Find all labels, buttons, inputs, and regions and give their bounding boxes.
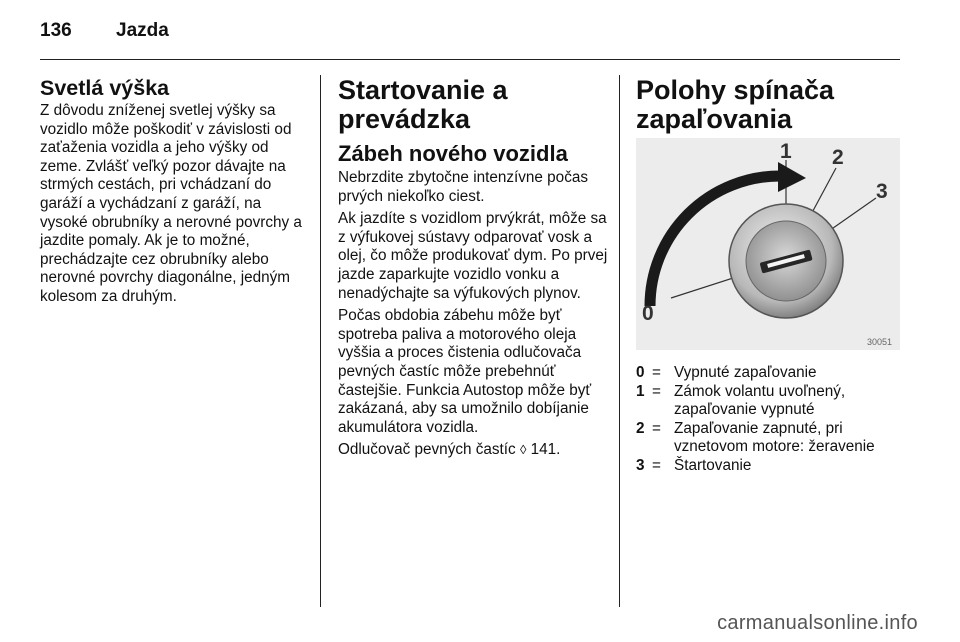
header-rule — [40, 59, 900, 60]
position-label-0: 0 — [642, 302, 654, 325]
heading-break-in: Zábeh nového vozidla — [338, 141, 568, 166]
crossref-page-link[interactable]: 141. — [530, 441, 561, 459]
watermark: carmanualsonline.info — [717, 612, 918, 634]
legend-row — [636, 457, 900, 476]
legend-eq: = — [652, 419, 661, 437]
legend-key: 1 — [636, 382, 645, 400]
column-starting — [338, 76, 608, 464]
page-number: 136 — [40, 20, 72, 41]
legend-row — [636, 420, 900, 457]
ignition-legend — [636, 364, 900, 476]
legend-key: 2 — [636, 419, 645, 437]
break-in-paragraph-2: Ak jazdíte s vozidlom prvýkrát, môže sa z výfukovej sústavy odparovať vosk a olej, čo môže produkovať dym. Po prvej jazde zaparkujte vozidlo vonku a nenadýchajte sa výfukových plynov. — [338, 210, 608, 302]
figure-code: 30051 — [867, 337, 893, 347]
legend-text: Zapaľovanie zapnuté, pri vznetovom motore: žeravenie — [674, 419, 875, 456]
legend-key: 3 — [636, 456, 645, 474]
ground-clearance-text: Z dôvodu zníženej svetlej výšky sa vozidlo môže poškodiť v závislosti od zaťaženia vozidla a jeho výšky od zeme. Zvlášť veľký pozor dávajte na strmých cestách, pri vchádzaní do garáží a vychádzaní z garáží, na vysoké obrubníky a nerovné povrchy a jazdite pomaly. Ak je to možné, prechádzajte cez obrubníky alebo nerovné povrchy diagonálne, jedným kolesom za druhým. — [40, 102, 302, 305]
column-divider-2 — [619, 75, 620, 607]
position-label-1: 1 — [780, 140, 792, 163]
legend-row — [636, 364, 900, 383]
legend-eq: = — [652, 456, 661, 474]
legend-text: Vypnuté zapaľovanie — [674, 364, 817, 381]
legend-text: Zámok volantu uvoľnený, zapaľovanie vypnuté — [674, 382, 846, 419]
position-label-2: 2 — [832, 146, 844, 169]
page-header — [40, 20, 169, 42]
break-in-paragraph-3: Počas obdobia zábehu môže byť spotreba paliva a motorového oleja vyššia a proces čistenia odlučovača pevných častíc môže prebehnúť častejšie. Funkcia Autostop môže byť zakázaná, aby sa umožnilo dobíjanie akumulátora vozidla. — [338, 307, 592, 436]
legend-eq: = — [652, 364, 661, 381]
heading-starting-operation: Startovanie a prevádzka — [338, 75, 508, 134]
legend-text: Štartovanie — [674, 456, 752, 474]
column-ground-clearance — [40, 76, 306, 311]
crossref-arrow-icon: ◊ — [519, 442, 527, 458]
legend-eq: = — [652, 382, 661, 400]
column-ignition — [636, 76, 900, 142]
ignition-switch-illustration — [636, 138, 900, 350]
legend-key: 0 — [636, 364, 645, 381]
legend-row — [636, 383, 900, 420]
break-in-paragraph-1: Nebrzdite zbytočne intenzívne počas prvých niekoľko ciest. — [338, 169, 588, 205]
position-label-3: 3 — [876, 180, 888, 203]
column-divider-1 — [320, 75, 321, 607]
heading-ground-clearance: Svetlá výška — [40, 76, 170, 100]
section-title: Jazda — [116, 20, 169, 41]
heading-ignition-positions: Polohy spínača zapaľovania — [636, 75, 835, 134]
crossref-text: Odlučovač pevných častíc — [338, 441, 516, 459]
crossref-line — [338, 441, 608, 460]
